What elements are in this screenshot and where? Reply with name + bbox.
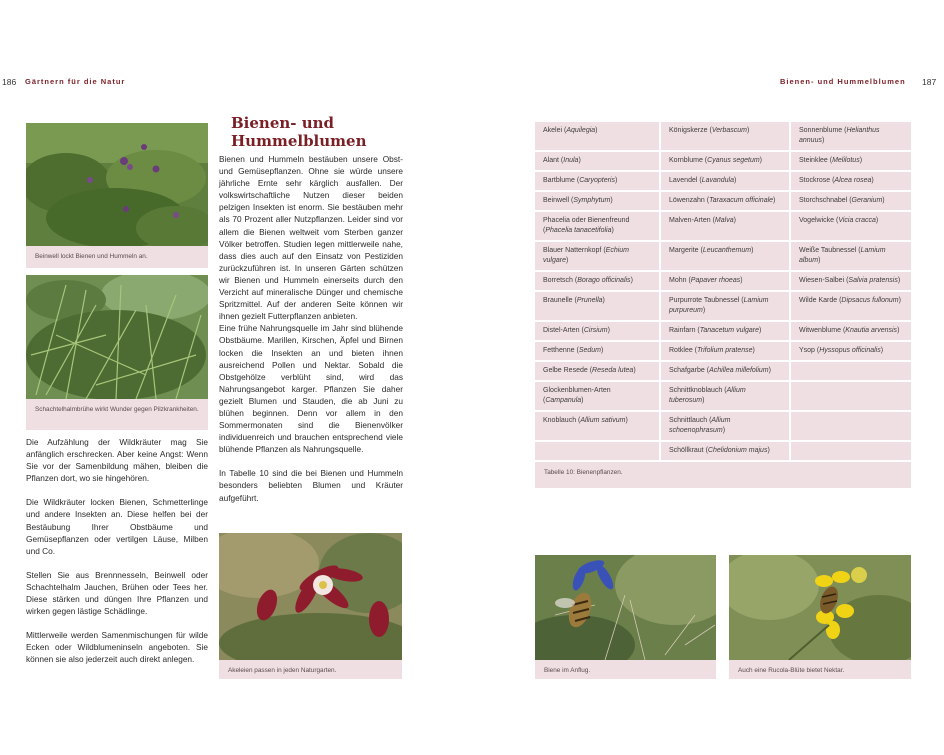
table-row bbox=[535, 192, 911, 212]
article-paragraph: Eine frühe Nahrungsquelle im Jahr sind blühende Obstbäume. Marillen, Kirschen, Äpfel und Birnen locken die Insekten an und bieten ihnen ausreichend Pollen und Nektar. Sobald die Obstgehölze verblüht sind, wird das Nahrungsangebot karger. Pflanzen Sie daher gezielt Blumen und Stauden, die ab Juni zu blühen beginnen. Denn vor allem in den Sommermonaten sind die Bienenvölker individuenreich und brauchen entsprechend viele blühende Pflanzen als Nahrungsquelle. bbox=[219, 323, 403, 455]
plant-name: Mohn bbox=[669, 277, 687, 284]
plants-table-caption: Tabelle 10: Bienenpflanzen. bbox=[535, 462, 911, 488]
article-paragraph: In Tabelle 10 sind die bei Bienen und Hummeln besonders beliebten Blumen und Kräuter aufgeführt. bbox=[219, 468, 403, 503]
plant-name: Glockenblumen-Arten bbox=[543, 387, 611, 394]
left-paragraph: Mittlerweile werden Samenmischungen für wilde Ecken oder Wildblumeninseln angeboten. Sie können sie also jederzeit auch direkt anlegen. bbox=[26, 630, 208, 665]
table-cell: Rotklee (Trifolium pratense) bbox=[661, 342, 791, 362]
plant-latin-name: Lamium album bbox=[799, 247, 886, 264]
left-running-title-text: Gärtnern für die Natur bbox=[25, 77, 126, 86]
comfrey-photo-image bbox=[26, 123, 208, 246]
article-title bbox=[231, 114, 406, 150]
plant-name: Schafgarbe bbox=[669, 367, 705, 374]
table-cell: Margerite (Leucanthemum) bbox=[661, 242, 791, 272]
left-paragraph: Die Wildkräuter locken Bienen, Schmetterlinge und andere Insekten an. Diese helfen bei der Bestäubung Ihrer Obstbäume und Gemüsepflanzen oder vertilgen Läuse, Milben und Co. bbox=[26, 497, 208, 556]
table-cell: Glockenblumen-Arten (Campanula) bbox=[535, 382, 661, 412]
plant-latin-name: Taraxacum officinale bbox=[709, 197, 774, 204]
table-row bbox=[535, 292, 911, 322]
plant-name: Schöllkraut bbox=[669, 447, 704, 454]
plant-name: Königskerze bbox=[669, 127, 708, 134]
plant-latin-name: Cyanus segetum bbox=[707, 157, 760, 164]
plant-name: Braunelle bbox=[543, 297, 573, 304]
table-row bbox=[535, 152, 911, 172]
table-cell: Phacelia oder Bienenfreund (Phacelia tanacetifolia) bbox=[535, 212, 661, 242]
table-cell: Lavendel (Lavandula) bbox=[661, 172, 791, 192]
table-cell: Braunelle (Prunella) bbox=[535, 292, 661, 322]
plant-latin-name: Cirsium bbox=[583, 327, 608, 334]
plant-latin-name: Aquilegia bbox=[566, 127, 596, 134]
table-cell bbox=[791, 362, 911, 382]
plant-latin-name: Allium tuberosum bbox=[669, 387, 746, 404]
left-paragraph: Stellen Sie aus Brennnesseln, Beinwell oder Schachtelhalm Jauchen, Brühen oder Tees her. Diese stärken und düngen Ihre Pflanzen und wirken gegen lästige Schädlinge. bbox=[26, 569, 208, 617]
comfrey-photo bbox=[26, 123, 208, 246]
plant-latin-name: Inula bbox=[563, 157, 579, 164]
plant-name: Phacelia oder Bienenfreund bbox=[543, 217, 630, 224]
left-paragraph: Die Aufzählung der Wildkräuter mag Sie anfänglich erschrecken. Aber keine Angst: Wenn Sie vor der Samenbildung mähen, bleiben die Pflanzen dort, wo sie hingehören. bbox=[26, 437, 208, 484]
table-cell: Kornblume (Cyanus segetum) bbox=[661, 152, 791, 172]
table-row bbox=[535, 362, 911, 382]
table-cell: Rainfarn (Tanacetum vulgare) bbox=[661, 322, 791, 342]
table-cell: Mohn (Papaver rhoeas) bbox=[661, 272, 791, 292]
plant-name: Borretsch bbox=[543, 277, 573, 284]
plant-latin-name: Caryopteris bbox=[579, 177, 615, 184]
table-cell: Fetthenne (Sedum) bbox=[535, 342, 661, 362]
table-row bbox=[535, 122, 911, 152]
plant-name: Knoblauch bbox=[543, 417, 577, 424]
plant-name: Alant bbox=[543, 157, 559, 164]
table-cell: Weiße Taubnessel (Lamium album) bbox=[791, 242, 911, 272]
horsetail-photo bbox=[26, 275, 208, 399]
plant-name: Schnittknoblauch bbox=[669, 387, 723, 394]
plant-latin-name: Geranium bbox=[851, 197, 883, 204]
table-cell: Vogelwicke (Vicia cracca) bbox=[791, 212, 911, 242]
table-cell: Akelei (Aquilegia) bbox=[535, 122, 661, 152]
plant-name: Rainfarn bbox=[669, 327, 696, 334]
table-row bbox=[535, 442, 911, 462]
plant-latin-name: Hyssopus officinalis bbox=[819, 347, 881, 354]
plant-name: Distel-Arten bbox=[543, 327, 580, 334]
plant-name: Witwenblume bbox=[799, 327, 842, 334]
plant-latin-name: Alcea rosea bbox=[834, 177, 872, 184]
plant-name: Gelbe Resede bbox=[543, 367, 588, 374]
plant-latin-name: Prunella bbox=[576, 297, 603, 304]
plant-name: Stockrose bbox=[799, 177, 831, 184]
table-cell: Storchschnabel (Geranium) bbox=[791, 192, 911, 212]
table-cell: Alant (Inula) bbox=[535, 152, 661, 172]
plant-latin-name: Trifolium pratense bbox=[697, 347, 753, 354]
columbine-photo bbox=[219, 533, 402, 660]
plant-latin-name: Melilotus bbox=[832, 157, 860, 164]
plant-name: Malven-Arten bbox=[669, 217, 711, 224]
plant-latin-name: Borago officinalis bbox=[577, 277, 631, 284]
plant-latin-name: Allium schoenophrasum bbox=[669, 417, 731, 434]
table-cell: Königskerze (Verbascum) bbox=[661, 122, 791, 152]
article-title-part-1: Bienen- bbox=[231, 114, 297, 132]
plant-latin-name: Dipsacus fullonum bbox=[841, 297, 899, 304]
table-cell: Schnittlauch (Allium schoenophrasum) bbox=[661, 412, 791, 442]
plant-name: Steinklee bbox=[799, 157, 828, 164]
bee-rucola-photo-image bbox=[729, 555, 911, 660]
plant-latin-name: Achillea millefolium bbox=[709, 367, 769, 374]
table-cell: Borretsch (Borago officinalis) bbox=[535, 272, 661, 292]
table-cell bbox=[791, 382, 911, 412]
table-cell: Wiesen-Salbei (Salvia pratensis) bbox=[791, 272, 911, 292]
plant-name: Blauer Natternkopf bbox=[543, 247, 602, 254]
plant-name: Löwenzahn bbox=[669, 197, 705, 204]
plant-name: Storchschnabel bbox=[799, 197, 848, 204]
plants-table-container bbox=[535, 122, 911, 488]
left-running-title bbox=[25, 77, 125, 86]
article-paragraph: Bienen und Hummeln bestäuben unsere Obst- und Gemüsepflanzen. Ohne sie würde unsere jährliche Ernte sehr kärglich ausfallen. Der volkswirtschaftliche Nutzen dieser beiden pelzigen Insekten ist enorm. Sie bestäuben mehr als 70 Prozent aller Nutzpflanzen. Leider sind vor allem die Bienen weltweit vom Sterben ganzer Völker betroffen. Studien legen mittlerweile nahe, dass dies auch auf den Einsatz von Pestiziden zurückzuführen ist. In unseren Gärten schützen wir Bienen und Hummeln einerseits durch den Verzicht auf mineralische Dünger und chemische Spritzmittel. Auf der anderen Seite können wir ihnen gezielt Futterpflanzen anbieten. bbox=[219, 154, 403, 322]
plant-latin-name: Reseda lutea bbox=[592, 367, 634, 374]
comfrey-caption: Beinwell lockt Bienen und Hummeln an. bbox=[26, 246, 208, 268]
plant-name: Vogelwicke bbox=[799, 217, 835, 224]
columbine-photo-image bbox=[219, 533, 402, 660]
plant-name: Beinwell bbox=[543, 197, 570, 204]
table-row bbox=[535, 342, 911, 362]
plant-name: Rotklee bbox=[669, 347, 693, 354]
left-column-text bbox=[26, 436, 208, 678]
plant-latin-name: Salvia pratensis bbox=[848, 277, 898, 284]
table-row bbox=[535, 172, 911, 192]
table-cell: Wilde Karde (Dipsacus fullonum) bbox=[791, 292, 911, 322]
plant-name: Ysop bbox=[799, 347, 815, 354]
plant-latin-name: Tanacetum vulgare bbox=[699, 327, 760, 334]
horsetail-caption: Schachtelhalmbrühe wirkt Wunder gegen Pilzkrankheiten. bbox=[26, 399, 208, 430]
plants-table bbox=[535, 122, 911, 462]
plant-name: Schnittlauch bbox=[669, 417, 708, 424]
plant-name: Akelei bbox=[543, 127, 563, 134]
table-cell: Purpurrote Taubnessel (Lamium purpureum) bbox=[661, 292, 791, 322]
table-cell: Steinklee (Melilotus) bbox=[791, 152, 911, 172]
table-cell: Distel-Arten (Cirsium) bbox=[535, 322, 661, 342]
table-cell bbox=[791, 442, 911, 462]
plant-latin-name: Verbascum bbox=[711, 127, 747, 134]
bee-borage-photo-image bbox=[535, 555, 716, 660]
plant-latin-name: Leucanthemum bbox=[702, 247, 752, 254]
horsetail-photo-image bbox=[26, 275, 208, 399]
article-title-part-2: und bbox=[301, 114, 335, 132]
plant-latin-name: Vicia cracca bbox=[838, 217, 876, 224]
plant-latin-name: Phacelia tanacetifolia bbox=[545, 227, 612, 234]
right-running-title-text: Bienen- und Hummelblumen bbox=[780, 77, 906, 86]
bee-rucola-photo bbox=[729, 555, 911, 660]
bee-borage-photo bbox=[535, 555, 716, 660]
table-cell: Sonnenblume (Helianthus annuus) bbox=[791, 122, 911, 152]
bee-rucola-caption: Auch eine Rucola-Blüte bietet Nektar. bbox=[729, 660, 911, 679]
plant-latin-name: Lamium purpureum bbox=[669, 297, 769, 314]
table-cell: Ysop (Hyssopus officinalis) bbox=[791, 342, 911, 362]
plant-latin-name: Malva bbox=[714, 217, 734, 224]
table-cell: Malven-Arten (Malva) bbox=[661, 212, 791, 242]
plant-name: Bartblume bbox=[543, 177, 575, 184]
plant-latin-name: Echium vulgare bbox=[543, 247, 629, 264]
plant-latin-name: Helianthus annuus bbox=[799, 127, 880, 144]
table-cell: Stockrose (Alcea rosea) bbox=[791, 172, 911, 192]
plant-name: Purpurrote Taubnessel bbox=[669, 297, 740, 304]
right-page-number: 187 bbox=[922, 77, 937, 87]
plant-name: Margerite bbox=[669, 247, 699, 254]
plant-name: Wiesen-Salbei bbox=[799, 277, 845, 284]
table-cell: Blauer Natternkopf (Echium vulgare) bbox=[535, 242, 661, 272]
left-page-number: 186 bbox=[2, 77, 17, 87]
plant-name: Wilde Karde bbox=[799, 297, 838, 304]
plant-name: Lavendel bbox=[669, 177, 698, 184]
plant-latin-name: Papaver rhoeas bbox=[690, 277, 741, 284]
table-row bbox=[535, 412, 911, 442]
article-text bbox=[219, 153, 403, 516]
columbine-caption: Akeleien passen in jeden Naturgarten. bbox=[219, 660, 402, 679]
table-row bbox=[535, 382, 911, 412]
table-row bbox=[535, 272, 911, 292]
plant-latin-name: Sedum bbox=[578, 347, 601, 354]
plant-name: Fetthenne bbox=[543, 347, 575, 354]
table-cell: Schafgarbe (Achillea millefolium) bbox=[661, 362, 791, 382]
bee-borage-caption: Biene im Anflug. bbox=[535, 660, 716, 679]
table-cell: Witwenblume (Knautia arvensis) bbox=[791, 322, 911, 342]
plant-latin-name: Chelidonium majus bbox=[707, 447, 768, 454]
right-running-title bbox=[780, 77, 906, 86]
table-cell: Schnittknoblauch (Allium tuberosum) bbox=[661, 382, 791, 412]
table-cell: Beinwell (Symphytum) bbox=[535, 192, 661, 212]
plant-name: Weiße Taubnessel bbox=[799, 247, 857, 254]
plant-latin-name: Campanula bbox=[545, 397, 582, 404]
plant-latin-name: Allium sativum bbox=[580, 417, 626, 424]
plant-latin-name: Lavandula bbox=[701, 177, 735, 184]
table-cell: Löwenzahn (Taraxacum officinale) bbox=[661, 192, 791, 212]
table-cell bbox=[791, 412, 911, 442]
table-cell: Gelbe Resede (Reseda lutea) bbox=[535, 362, 661, 382]
table-cell: Bartblume (Caryopteris) bbox=[535, 172, 661, 192]
plant-latin-name: Knautia arvensis bbox=[845, 327, 898, 334]
table-cell: Schöllkraut (Chelidonium majus) bbox=[661, 442, 791, 462]
table-cell bbox=[535, 442, 661, 462]
table-row bbox=[535, 322, 911, 342]
table-row bbox=[535, 242, 911, 272]
article-title-part-3: Hummelblumen bbox=[231, 132, 367, 150]
table-cell: Knoblauch (Allium sativum) bbox=[535, 412, 661, 442]
plant-name: Sonnenblume bbox=[799, 127, 843, 134]
table-row bbox=[535, 212, 911, 242]
plant-name: Kornblume bbox=[669, 157, 703, 164]
plant-latin-name: Symphytum bbox=[573, 197, 611, 204]
